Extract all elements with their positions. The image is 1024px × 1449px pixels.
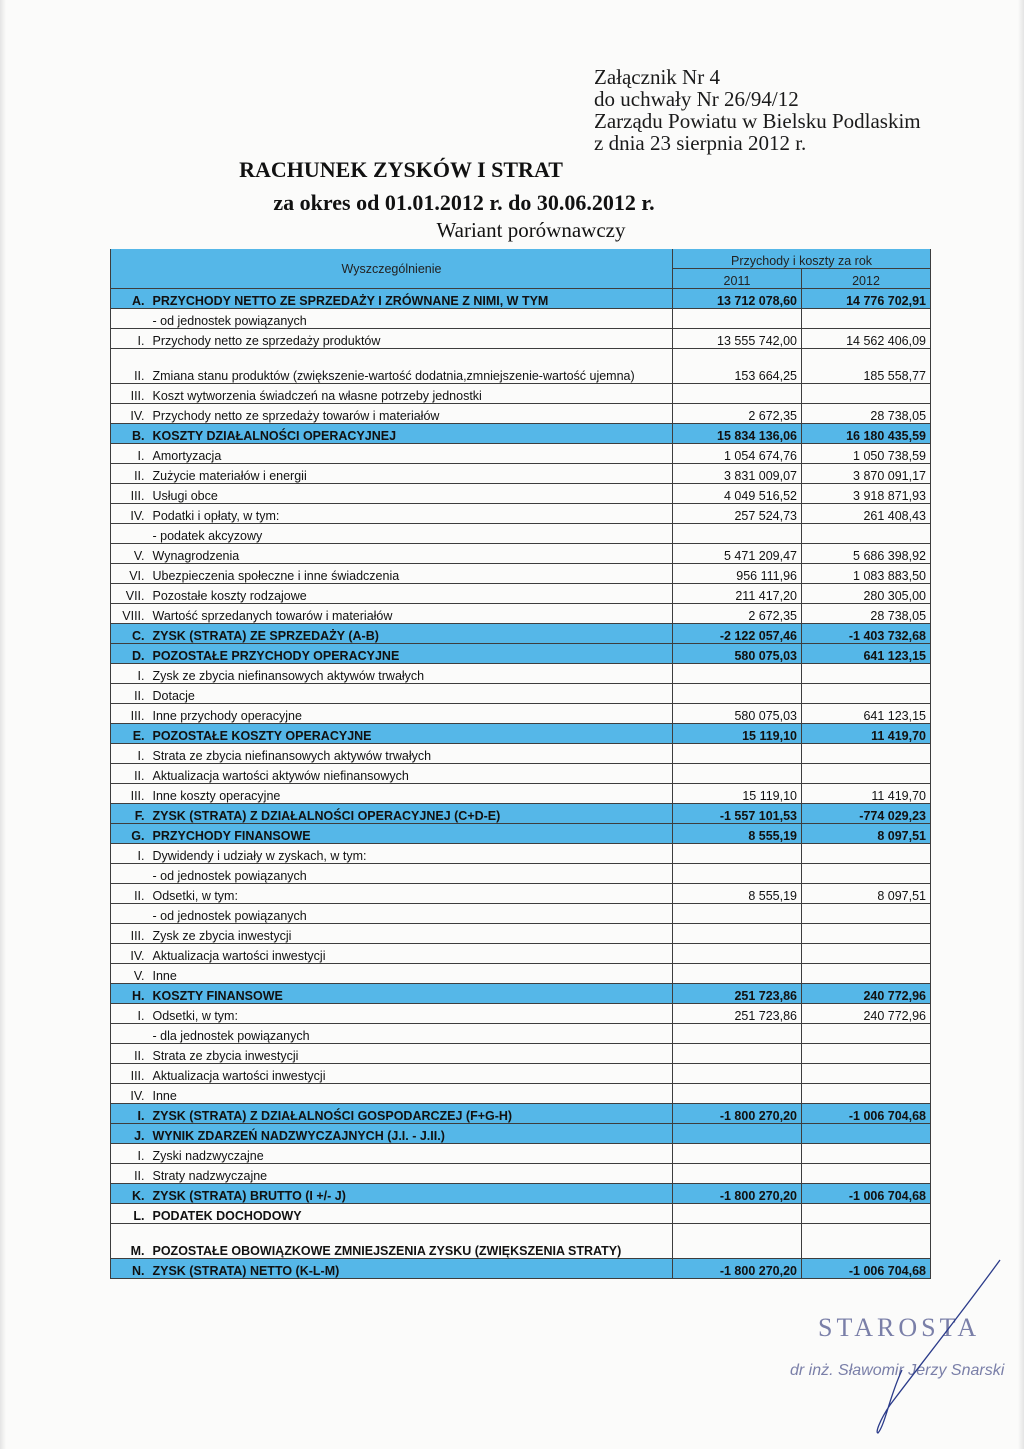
value-2012 bbox=[802, 864, 931, 884]
value-2012 bbox=[802, 1124, 931, 1144]
row-number: K. bbox=[111, 1184, 149, 1204]
row-number: H. bbox=[111, 984, 149, 1004]
document-title: RACHUNEK ZYSKÓW I STRAT bbox=[239, 157, 563, 182]
row-label: Aktualizacja wartości aktywów niefinansowych bbox=[149, 764, 673, 784]
value-2011 bbox=[673, 764, 802, 784]
row-number: I. bbox=[111, 664, 149, 684]
row-number: I. bbox=[111, 1104, 149, 1124]
table-row bbox=[111, 524, 931, 544]
row-label: ZYSK (STRATA) BRUTTO (I +/- J) bbox=[149, 1184, 673, 1204]
row-label: Zużycie materiałów i energii bbox=[149, 464, 673, 484]
table-row bbox=[111, 1004, 931, 1024]
row-number: F. bbox=[111, 804, 149, 824]
value-2011: 153 664,25 bbox=[673, 349, 802, 384]
row-label: KOSZTY DZIAŁALNOŚCI OPERACYJNEJ bbox=[149, 424, 673, 444]
table-row bbox=[111, 444, 931, 464]
row-number: I. bbox=[111, 744, 149, 764]
table-row bbox=[111, 464, 931, 484]
table-row bbox=[111, 349, 931, 384]
value-2011 bbox=[673, 944, 802, 964]
value-2012: 11 419,70 bbox=[802, 784, 931, 804]
value-2012 bbox=[802, 844, 931, 864]
value-2011 bbox=[673, 664, 802, 684]
value-2012: 641 123,15 bbox=[802, 704, 931, 724]
value-2012: -1 403 732,68 bbox=[802, 624, 931, 644]
value-2012: 240 772,96 bbox=[802, 1004, 931, 1024]
row-label: Inne bbox=[149, 964, 673, 984]
value-2011: 580 075,03 bbox=[673, 644, 802, 664]
value-2012: 16 180 435,59 bbox=[802, 424, 931, 444]
row-label: Straty nadzwyczajne bbox=[149, 1164, 673, 1184]
value-2012 bbox=[802, 944, 931, 964]
value-2011: 1 054 674,76 bbox=[673, 444, 802, 464]
value-2012: 28 738,05 bbox=[802, 404, 931, 424]
row-number bbox=[111, 1024, 149, 1044]
table-row bbox=[111, 884, 931, 904]
row-number: II. bbox=[111, 349, 149, 384]
value-2012: 280 305,00 bbox=[802, 584, 931, 604]
row-label: ZYSK (STRATA) ZE SPRZEDAŻY (A-B) bbox=[149, 624, 673, 644]
row-number: II. bbox=[111, 464, 149, 484]
row-number: II. bbox=[111, 684, 149, 704]
table-row bbox=[111, 924, 931, 944]
row-label: Koszt wytworzenia świadczeń na własne potrzeby jednostki bbox=[149, 384, 673, 404]
value-2012 bbox=[802, 1044, 931, 1064]
row-number bbox=[111, 864, 149, 884]
value-2012 bbox=[802, 1224, 931, 1259]
value-2012 bbox=[802, 1084, 931, 1104]
value-2012 bbox=[802, 684, 931, 704]
value-2011 bbox=[673, 1144, 802, 1164]
row-number: J. bbox=[111, 1124, 149, 1144]
value-2011 bbox=[673, 904, 802, 924]
value-2011: 251 723,86 bbox=[673, 1004, 802, 1024]
value-2012: 240 772,96 bbox=[802, 984, 931, 1004]
row-label: PRZYCHODY FINANSOWE bbox=[149, 824, 673, 844]
table-row bbox=[111, 384, 931, 404]
value-2011: -1 557 101,53 bbox=[673, 804, 802, 824]
value-2012 bbox=[802, 524, 931, 544]
row-number: C. bbox=[111, 624, 149, 644]
value-2011 bbox=[673, 384, 802, 404]
annex-line-2: do uchwały Nr 26/94/12 bbox=[594, 87, 799, 111]
row-label: PODATEK DOCHODOWY bbox=[149, 1204, 673, 1224]
annex-line-1: Załącznik Nr 4 bbox=[594, 65, 720, 89]
value-2011 bbox=[673, 1064, 802, 1084]
row-number: VI. bbox=[111, 564, 149, 584]
table-row bbox=[111, 724, 931, 744]
value-2011 bbox=[673, 744, 802, 764]
row-label: - od jednostek powiązanych bbox=[149, 864, 673, 884]
row-label: Odsetki, w tym: bbox=[149, 1004, 673, 1024]
row-number: I. bbox=[111, 1144, 149, 1164]
value-2011 bbox=[673, 1024, 802, 1044]
annex-line-4: z dnia 23 sierpnia 2012 r. bbox=[594, 131, 807, 155]
row-label: Strata ze zbycia inwestycji bbox=[149, 1044, 673, 1064]
page-edge-left bbox=[0, 0, 6, 1449]
row-number: III. bbox=[111, 924, 149, 944]
value-2011: 2 672,35 bbox=[673, 604, 802, 624]
row-label: Zysk ze zbycia inwestycji bbox=[149, 924, 673, 944]
value-2011: 8 555,19 bbox=[673, 884, 802, 904]
table-row bbox=[111, 1084, 931, 1104]
row-label: Inne bbox=[149, 1084, 673, 1104]
value-2011 bbox=[673, 524, 802, 544]
document-variant: Wariant porównawczy bbox=[436, 218, 626, 242]
table-row bbox=[111, 824, 931, 844]
value-2011: 3 831 009,07 bbox=[673, 464, 802, 484]
value-2011: -1 800 270,20 bbox=[673, 1184, 802, 1204]
value-2011: 8 555,19 bbox=[673, 824, 802, 844]
stamp-starosta: STAROSTA bbox=[818, 1313, 981, 1342]
table-row bbox=[111, 764, 931, 784]
value-2012: 185 558,77 bbox=[802, 349, 931, 384]
value-2011: 2 672,35 bbox=[673, 404, 802, 424]
value-2012: 641 123,15 bbox=[802, 644, 931, 664]
row-number: III. bbox=[111, 484, 149, 504]
value-2012: -1 006 704,68 bbox=[802, 1184, 931, 1204]
row-number: I. bbox=[111, 444, 149, 464]
row-label: - od jednostek powiązanych bbox=[149, 309, 673, 329]
row-label: Strata ze zbycia niefinansowych aktywów trwałych bbox=[149, 744, 673, 764]
value-2011 bbox=[673, 964, 802, 984]
row-label: POZOSTAŁE KOSZTY OPERACYJNE bbox=[149, 724, 673, 744]
value-2012 bbox=[802, 1204, 931, 1224]
row-number bbox=[111, 904, 149, 924]
row-label: KOSZTY FINANSOWE bbox=[149, 984, 673, 1004]
value-2012: -1 006 704,68 bbox=[802, 1104, 931, 1124]
value-2011: 15 119,10 bbox=[673, 724, 802, 744]
value-2011 bbox=[673, 864, 802, 884]
table-row bbox=[111, 604, 931, 624]
value-2011 bbox=[673, 1044, 802, 1064]
table-row bbox=[111, 1124, 931, 1144]
row-number: D. bbox=[111, 644, 149, 664]
row-number: IV. bbox=[111, 404, 149, 424]
row-label: - podatek akcyzowy bbox=[149, 524, 673, 544]
row-label: Przychody netto ze sprzedaży produktów bbox=[149, 329, 673, 349]
handwritten-signature bbox=[850, 1255, 1010, 1435]
row-number: I. bbox=[111, 844, 149, 864]
row-number: IV. bbox=[111, 1084, 149, 1104]
value-2012 bbox=[802, 1144, 931, 1164]
row-label: Wynagrodzenia bbox=[149, 544, 673, 564]
table-row bbox=[111, 744, 931, 764]
table-row bbox=[111, 504, 931, 524]
annex-header bbox=[594, 66, 921, 154]
row-label: Podatki i opłaty, w tym: bbox=[149, 504, 673, 524]
row-number: VIII. bbox=[111, 604, 149, 624]
row-number: IV. bbox=[111, 944, 149, 964]
table-row bbox=[111, 309, 931, 329]
row-number bbox=[111, 309, 149, 329]
value-2011: 5 471 209,47 bbox=[673, 544, 802, 564]
row-label: Dotacje bbox=[149, 684, 673, 704]
value-2012: 28 738,05 bbox=[802, 604, 931, 624]
table-row bbox=[111, 1044, 931, 1064]
value-2012: -774 029,23 bbox=[802, 804, 931, 824]
table-row bbox=[111, 329, 931, 349]
value-2011: 4 049 516,52 bbox=[673, 484, 802, 504]
value-2012 bbox=[802, 309, 931, 329]
value-2012: 1 050 738,59 bbox=[802, 444, 931, 464]
row-number: B. bbox=[111, 424, 149, 444]
row-label: PRZYCHODY NETTO ZE SPRZEDAŻY I ZRÓWNANE Z NIMI, W TYM bbox=[149, 289, 673, 309]
header-year-2011: 2011 bbox=[673, 269, 802, 289]
value-2012 bbox=[802, 1024, 931, 1044]
value-2012: 3 918 871,93 bbox=[802, 484, 931, 504]
table-row bbox=[111, 289, 931, 309]
value-2011: -1 800 270,20 bbox=[673, 1104, 802, 1124]
value-2011 bbox=[673, 844, 802, 864]
row-number: II. bbox=[111, 884, 149, 904]
table-row bbox=[111, 784, 931, 804]
table-header-row bbox=[111, 249, 931, 269]
table-row bbox=[111, 984, 931, 1004]
value-2011 bbox=[673, 1084, 802, 1104]
table-row bbox=[111, 1184, 931, 1204]
row-label: ZYSK (STRATA) NETTO (K-L-M) bbox=[149, 1259, 673, 1279]
value-2011: 15 834 136,06 bbox=[673, 424, 802, 444]
table-row bbox=[111, 424, 931, 444]
header-item: Wyszczególnienie bbox=[111, 249, 673, 289]
value-2012 bbox=[802, 1164, 931, 1184]
header-group: Przychody i koszty za rok bbox=[673, 249, 931, 269]
value-2011: 211 417,20 bbox=[673, 584, 802, 604]
row-label: Zysk ze zbycia niefinansowych aktywów trwałych bbox=[149, 664, 673, 684]
value-2012 bbox=[802, 384, 931, 404]
row-number: G. bbox=[111, 824, 149, 844]
table-row bbox=[111, 804, 931, 824]
row-number: III. bbox=[111, 1064, 149, 1084]
table-row bbox=[111, 1104, 931, 1124]
row-number: I. bbox=[111, 329, 149, 349]
row-number: VII. bbox=[111, 584, 149, 604]
row-label: Zmiana stanu produktów (zwiększenie-wartość dodatnia,zmniejszenie-wartość ujemna) bbox=[149, 349, 673, 384]
value-2012 bbox=[802, 664, 931, 684]
value-2011: 15 119,10 bbox=[673, 784, 802, 804]
value-2011 bbox=[673, 1164, 802, 1184]
row-number bbox=[111, 524, 149, 544]
row-label: Inne przychody operacyjne bbox=[149, 704, 673, 724]
value-2011: 13 712 078,60 bbox=[673, 289, 802, 309]
table-row bbox=[111, 644, 931, 664]
row-label: Odsetki, w tym: bbox=[149, 884, 673, 904]
row-number: E. bbox=[111, 724, 149, 744]
row-label: Wartość sprzedanych towarów i materiałów bbox=[149, 604, 673, 624]
row-label: - dla jednostek powiązanych bbox=[149, 1024, 673, 1044]
row-label: Aktualizacja wartości inwestycji bbox=[149, 1064, 673, 1084]
table-row bbox=[111, 844, 931, 864]
table-row bbox=[111, 1064, 931, 1084]
value-2012 bbox=[802, 744, 931, 764]
table-row bbox=[111, 404, 931, 424]
income-statement-table bbox=[110, 249, 931, 1279]
value-2012: 11 419,70 bbox=[802, 724, 931, 744]
row-number: III. bbox=[111, 784, 149, 804]
value-2011: 580 075,03 bbox=[673, 704, 802, 724]
value-2012 bbox=[802, 764, 931, 784]
value-2011 bbox=[673, 1224, 802, 1259]
table-row bbox=[111, 704, 931, 724]
value-2012 bbox=[802, 964, 931, 984]
value-2011: 956 111,96 bbox=[673, 564, 802, 584]
row-label: POZOSTAŁE OBOWIĄZKOWE ZMNIEJSZENIA ZYSKU (ZWIĘKSZENIA STRATY) bbox=[149, 1224, 673, 1259]
row-number: IV. bbox=[111, 504, 149, 524]
row-number: III. bbox=[111, 704, 149, 724]
table-row bbox=[111, 904, 931, 924]
row-number: II. bbox=[111, 1164, 149, 1184]
value-2011: 257 524,73 bbox=[673, 504, 802, 524]
row-label: Inne koszty operacyjne bbox=[149, 784, 673, 804]
row-label: Usługi obce bbox=[149, 484, 673, 504]
row-label: Amortyzacja bbox=[149, 444, 673, 464]
header-year-2012: 2012 bbox=[802, 269, 931, 289]
row-label: Zyski nadzwyczajne bbox=[149, 1144, 673, 1164]
value-2012 bbox=[802, 924, 931, 944]
row-number: II. bbox=[111, 764, 149, 784]
value-2011 bbox=[673, 309, 802, 329]
value-2012: 1 083 883,50 bbox=[802, 564, 931, 584]
row-label: Pozostałe koszty rodzajowe bbox=[149, 584, 673, 604]
table-row bbox=[111, 1204, 931, 1224]
table-row bbox=[111, 544, 931, 564]
table-row bbox=[111, 484, 931, 504]
table-row bbox=[111, 684, 931, 704]
value-2011: 251 723,86 bbox=[673, 984, 802, 1004]
value-2012: 8 097,51 bbox=[802, 824, 931, 844]
table-row bbox=[111, 1224, 931, 1259]
value-2011: -1 800 270,20 bbox=[673, 1259, 802, 1279]
table-row bbox=[111, 1164, 931, 1184]
value-2012 bbox=[802, 1064, 931, 1084]
row-number: V. bbox=[111, 544, 149, 564]
value-2012: 14 776 702,91 bbox=[802, 289, 931, 309]
stamp-signatory: dr inż. Sławomir Jerzy Snarski bbox=[790, 1362, 1005, 1379]
row-number: I. bbox=[111, 1004, 149, 1024]
value-2012: 5 686 398,92 bbox=[802, 544, 931, 564]
value-2011: -2 122 057,46 bbox=[673, 624, 802, 644]
value-2012: 261 408,43 bbox=[802, 504, 931, 524]
table-row bbox=[111, 1259, 931, 1279]
document-period: za okres od 01.01.2012 r. do 30.06.2012 r. bbox=[273, 190, 655, 215]
row-number: N. bbox=[111, 1259, 149, 1279]
table-row bbox=[111, 1024, 931, 1044]
row-number: L. bbox=[111, 1204, 149, 1224]
table-row bbox=[111, 624, 931, 644]
row-label: ZYSK (STRATA) Z DZIAŁALNOŚCI GOSPODARCZEJ (F+G-H) bbox=[149, 1104, 673, 1124]
row-number: M. bbox=[111, 1224, 149, 1259]
row-label: - od jednostek powiązanych bbox=[149, 904, 673, 924]
table-row bbox=[111, 1144, 931, 1164]
value-2012: 3 870 091,17 bbox=[802, 464, 931, 484]
value-2012: -1 006 704,68 bbox=[802, 1259, 931, 1279]
row-label: Dywidendy i udziały w zyskach, w tym: bbox=[149, 844, 673, 864]
row-number: V. bbox=[111, 964, 149, 984]
row-number: II. bbox=[111, 1044, 149, 1064]
row-label: Przychody netto ze sprzedaży towarów i materiałów bbox=[149, 404, 673, 424]
table-row bbox=[111, 664, 931, 684]
row-label: ZYSK (STRATA) Z DZIAŁALNOŚCI OPERACYJNEJ (C+D-E) bbox=[149, 804, 673, 824]
table-row bbox=[111, 944, 931, 964]
value-2011 bbox=[673, 1204, 802, 1224]
value-2011 bbox=[673, 1124, 802, 1144]
value-2011 bbox=[673, 684, 802, 704]
value-2012 bbox=[802, 904, 931, 924]
value-2012: 8 097,51 bbox=[802, 884, 931, 904]
row-label: Aktualizacja wartości inwestycji bbox=[149, 944, 673, 964]
row-number: A. bbox=[111, 289, 149, 309]
value-2011 bbox=[673, 924, 802, 944]
value-2011: 13 555 742,00 bbox=[673, 329, 802, 349]
row-label: WYNIK ZDARZEŃ NADZWYCZAJNYCH (J.I. - J.II.) bbox=[149, 1124, 673, 1144]
row-number: III. bbox=[111, 384, 149, 404]
value-2012: 14 562 406,09 bbox=[802, 329, 931, 349]
annex-line-3: Zarządu Powiatu w Bielsku Podlaskim bbox=[594, 109, 921, 133]
row-label: POZOSTAŁE PRZYCHODY OPERACYJNE bbox=[149, 644, 673, 664]
table-row bbox=[111, 564, 931, 584]
table-row bbox=[111, 864, 931, 884]
row-label: Ubezpieczenia społeczne i inne świadczenia bbox=[149, 564, 673, 584]
table-row bbox=[111, 964, 931, 984]
table-row bbox=[111, 584, 931, 604]
